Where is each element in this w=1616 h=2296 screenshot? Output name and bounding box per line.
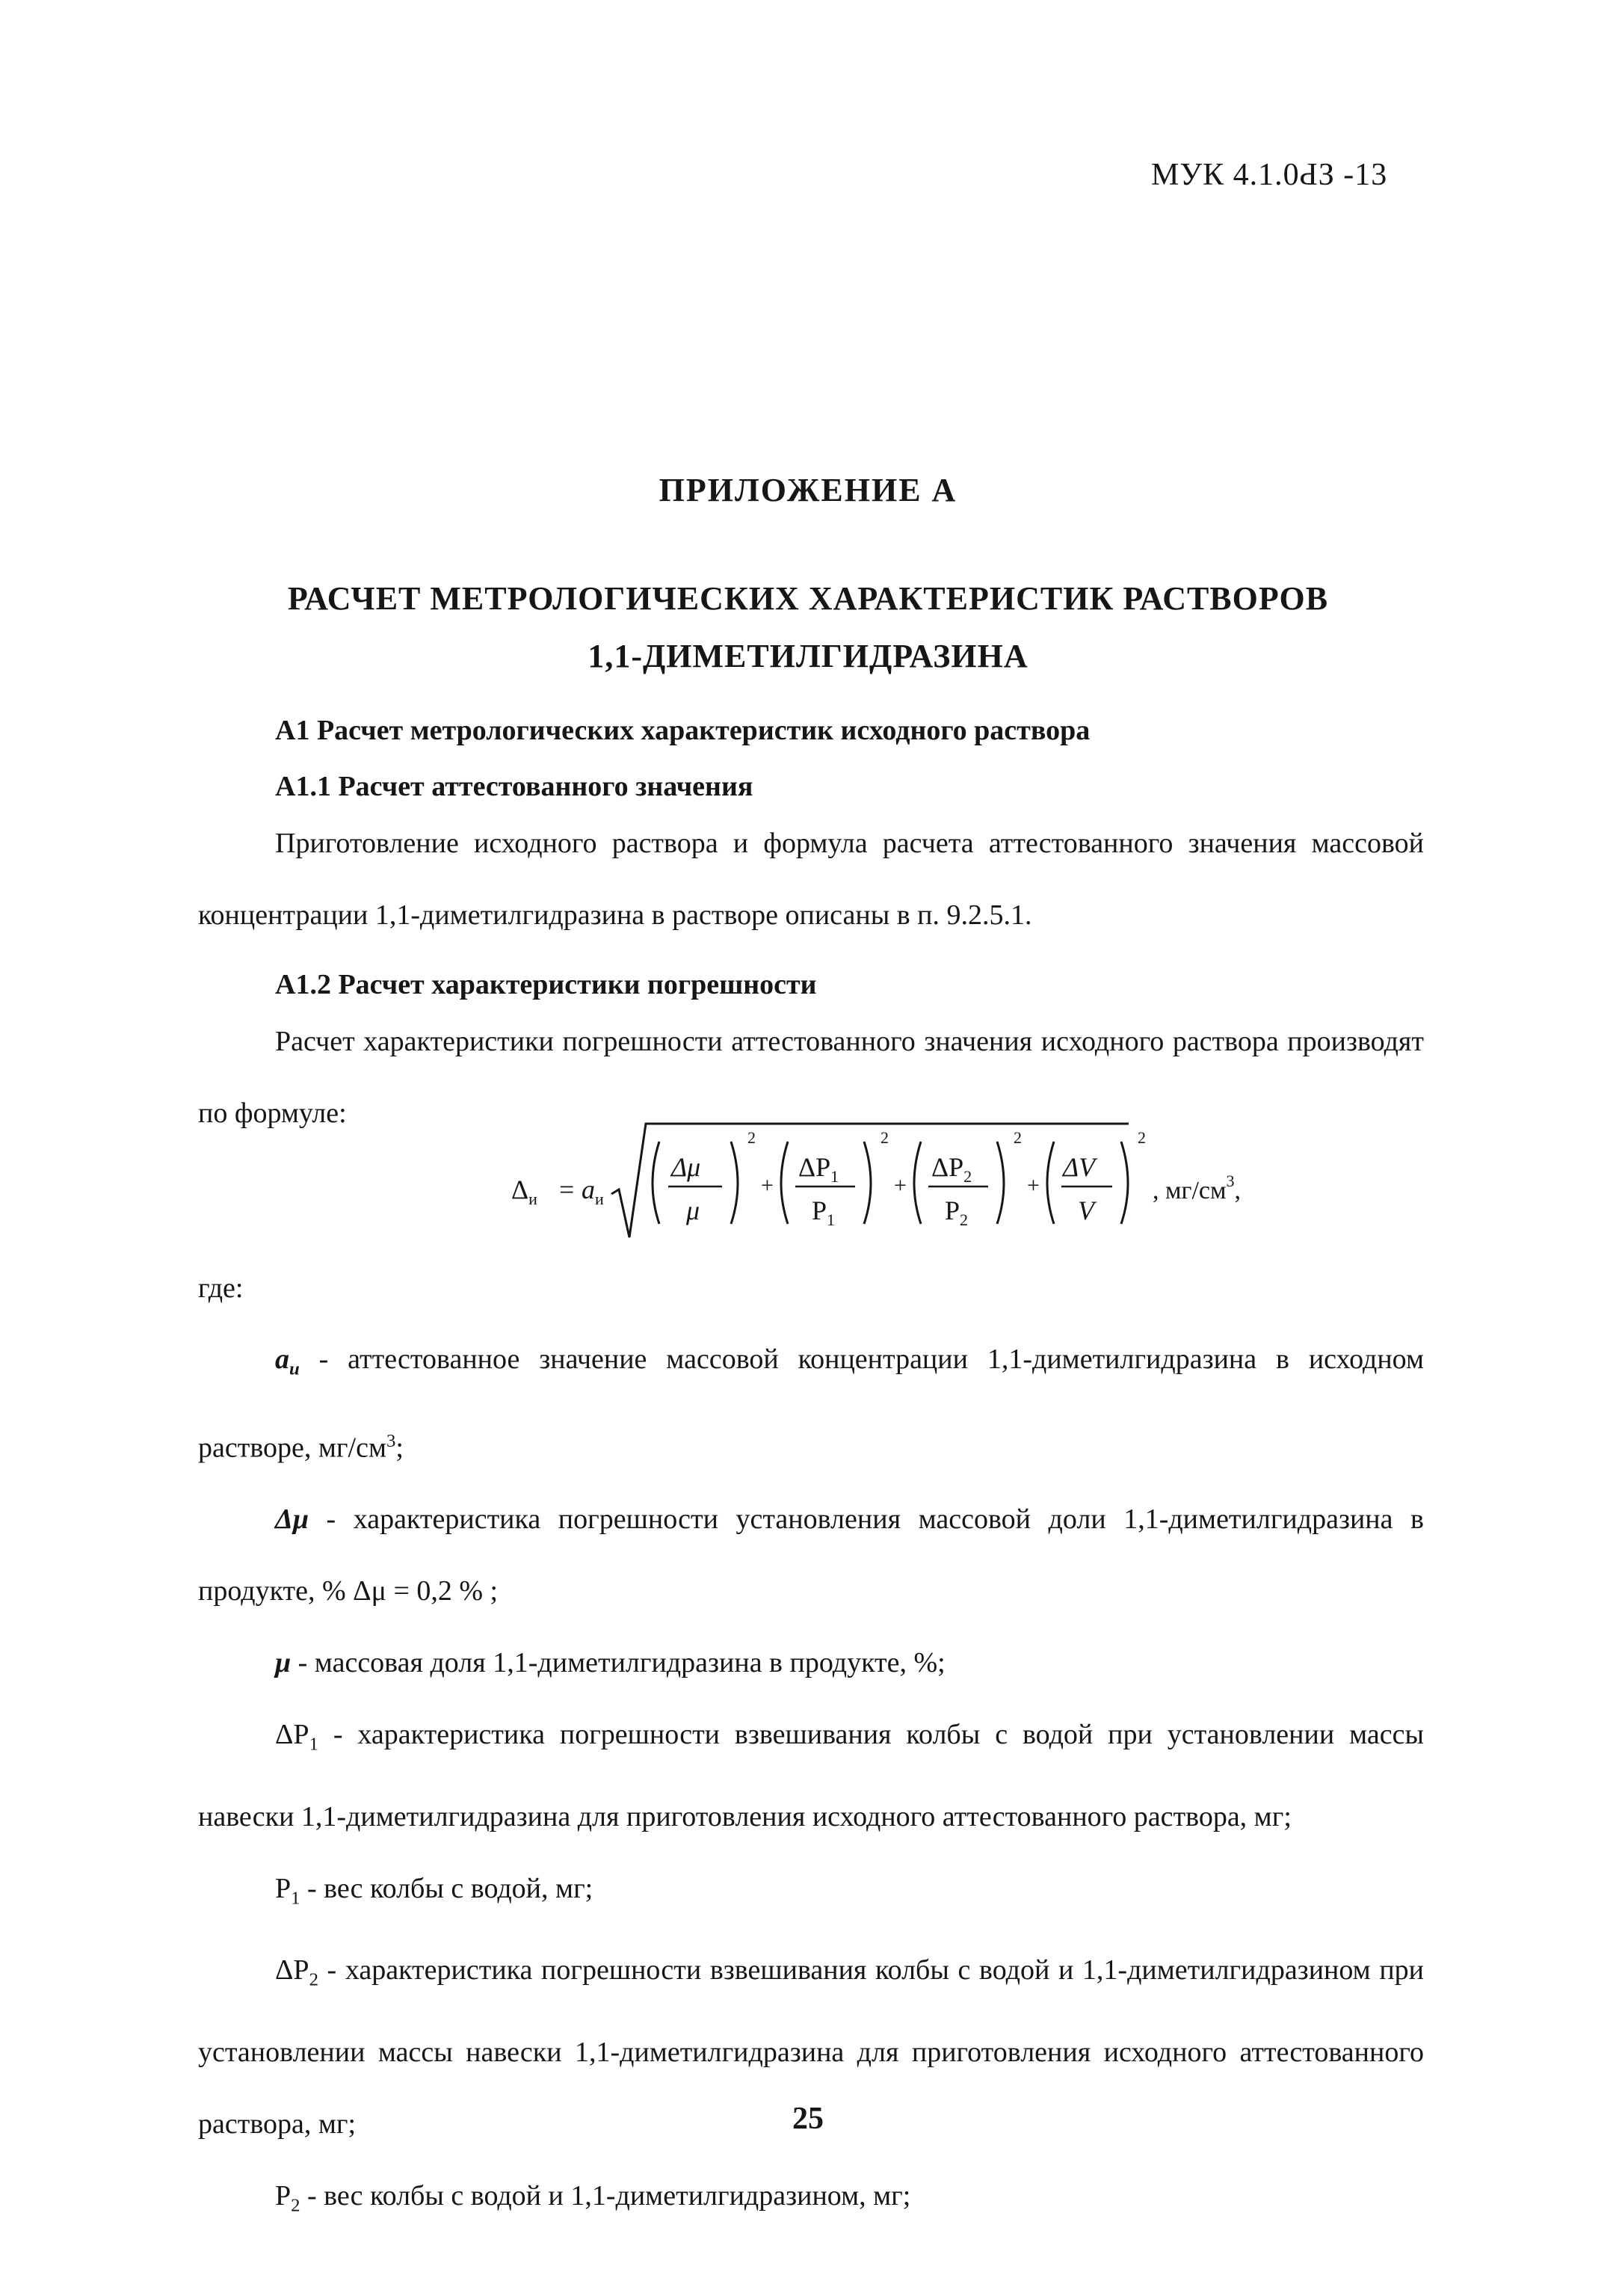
definition-p2: $P_2$ - вес колбы с водой и 1,1-диметилгидразином, мг; — [275, 2180, 911, 2216]
svg-text:+: + — [761, 1173, 774, 1198]
page-number: 25 — [792, 2102, 824, 2136]
where-label: где: — [198, 1272, 244, 1304]
svg-text:μ: μ — [686, 1195, 700, 1225]
definition-delta-p1: $\Delta P_1$ - характеристика погрешности взвешивания колбы с водой при установлении массы навески 1,1-диметилгидразина для приготовления исходного аттестованного раствора, мг; — [198, 1719, 1424, 1832]
svg-text:P2: $P_2$ — [945, 1195, 969, 1229]
appendix-title: ПРИЛОЖЕНИЕ А — [659, 472, 957, 508]
svg-text:+: + — [894, 1173, 907, 1198]
document-code: МУК 4.1.0ԀЗ -13 — [1151, 158, 1388, 192]
svg-text:2: 2 — [747, 1128, 756, 1147]
svg-text:ΔP1: $\Delta P_1$ — [798, 1152, 839, 1186]
svg-text:2: 2 — [881, 1128, 889, 1147]
formula-term-4 — [1047, 1128, 1146, 1225]
formula-term-3 — [914, 1128, 1040, 1229]
formula-equals: = — [559, 1175, 575, 1204]
formula-term-2 — [781, 1128, 907, 1229]
definition-delta-p2: $\Delta P_2$ - характеристика погрешности взвешивания колбы с водой и 1,1-диметилгидразином при установлении массы навески 1,1-диметилгидразина для приготовления исходного аттестованного раствора, мг; — [198, 1954, 1424, 2140]
definition-delta-mu: Δμ - характеристика погрешности установления массовой доли 1,1-диметилгидразина в продукте, % Δμ = 0,2 % ; — [198, 1504, 1424, 1607]
section-a1-2-heading: А1.2 Расчет характеристики погрешности — [275, 969, 817, 1000]
svg-text:ΔV: ΔV — [1063, 1152, 1096, 1182]
svg-text:P1: $P_1$ — [812, 1195, 836, 1229]
svg-text:2: 2 — [1138, 1128, 1146, 1147]
definition-a-u: $a_и$ - аттестованное значение массовой концентрации 1,1-диметилгидразина в исходном растворе, $мг/см^3$; — [198, 1344, 1424, 1464]
svg-text:ΔP2: $\Delta P_2$ — [931, 1152, 972, 1186]
formula-coefficient: $a_и$ — [582, 1175, 604, 1208]
paragraph: Приготовление исходного раствора и формула расчета аттестованного значения массовой концентрации 1,1-диметилгидразина в растворе описаны в п. 9.2.5.1. — [198, 828, 1424, 931]
paragraph: Расчет характеристики погрешности аттестованного значения исходного раствора производят по формуле: — [198, 1026, 1424, 1129]
definition-p1: $P_1$ - вес колбы с водой, мг; — [275, 1872, 593, 1909]
formula-lhs: $\Delta_и$ — [511, 1175, 537, 1208]
formula-term-1 — [653, 1128, 774, 1225]
svg-text:V: V — [1078, 1195, 1094, 1225]
svg-text:Δμ: Δμ — [671, 1152, 701, 1182]
uncertainty-formula — [486, 1110, 1308, 1260]
definition-mu: μ - массовая доля 1,1-диметилгидразина в продукте, %; — [275, 1647, 946, 1679]
section-a1-1-heading: А1.1 Расчет аттестованного значения — [275, 771, 753, 802]
section-a1-heading: А1 Расчет метрологических характеристик исходного раствора — [275, 715, 1091, 746]
svg-text:2: 2 — [1014, 1128, 1022, 1147]
section-a1-1-text — [198, 807, 1424, 951]
main-title-line-1: РАСЧЕТ МЕТРОЛОГИЧЕСКИХ ХАРАКТЕРИСТИК РАСТВОРОВ — [287, 580, 1329, 617]
formula-unit: , $мг/см^3$, — [1153, 1172, 1242, 1204]
svg-text:+: + — [1027, 1173, 1040, 1198]
main-title-line-2: 1,1-ДИМЕТИЛГИДРАЗИНА — [588, 638, 1028, 674]
